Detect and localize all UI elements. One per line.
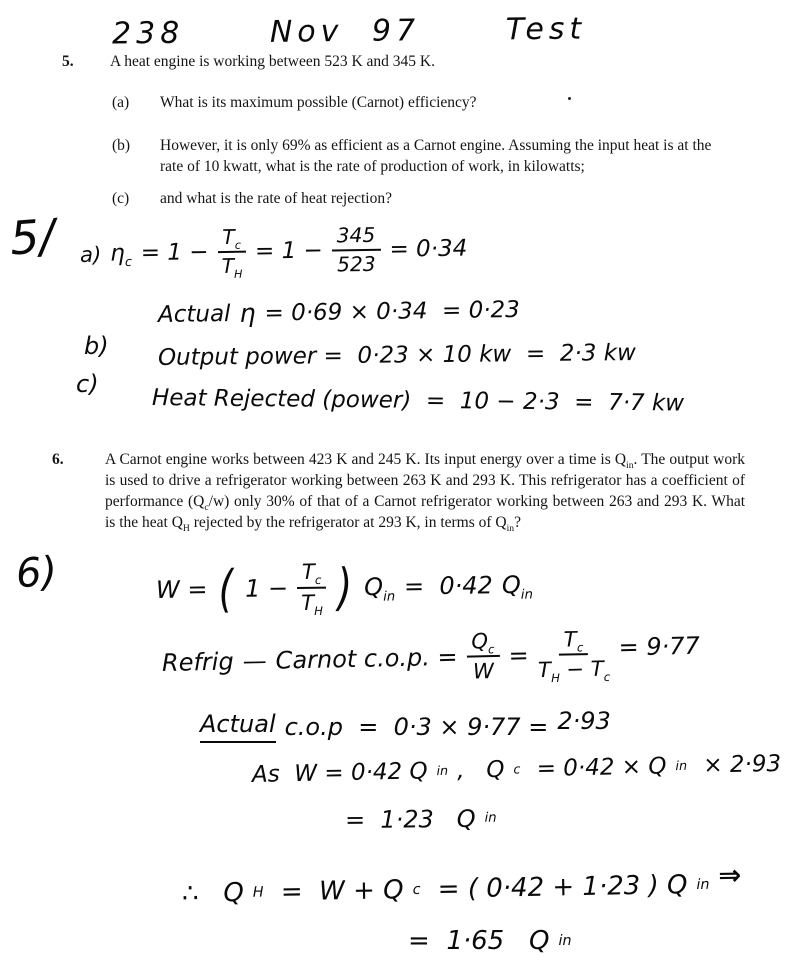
q6-run: /w) only 30% of that of a Carnot refrigerator working between 263 and 293 K. What is the heat Q xyxy=(105,493,745,531)
fraction-denominator xyxy=(300,588,324,618)
fraction-denominator: W xyxy=(472,658,495,684)
th-symbol: T xyxy=(300,589,315,615)
q6-run: rejected by the refrigerator at 293 K, in terms of Q xyxy=(189,514,507,531)
solution-5-actual-efficiency xyxy=(158,295,520,329)
output-power-equation: Output power = 0·23 × 10 kw = 2·3 kw xyxy=(157,339,636,371)
question-5c-label: (c) xyxy=(112,190,130,207)
q-subscript: in xyxy=(520,587,533,603)
w-result: = 0·42 xyxy=(403,570,494,601)
eta-symbol: η xyxy=(110,240,125,267)
actual-cop-equation: c.o.p = 0·3 × 9·77 = xyxy=(284,712,549,741)
tc-symbol: T xyxy=(222,224,235,250)
question-6-text xyxy=(105,449,745,533)
eta-c-symbol xyxy=(110,240,132,270)
th-subscript: H xyxy=(314,603,324,618)
tc-subscript: c xyxy=(576,640,584,655)
th-subscript: H xyxy=(234,268,243,282)
q-in-symbol xyxy=(501,570,533,603)
actual-cop-result: 2·93 xyxy=(557,706,611,735)
carnot-cop-label: Carnot c.o.p. = xyxy=(275,643,458,675)
scan-speck xyxy=(568,97,571,100)
solution-6-work-equation xyxy=(156,555,534,619)
tc-subscript: c xyxy=(603,670,611,685)
solution-6-actual-cop xyxy=(200,706,611,743)
q6-run: . The output work is used to drive a refrigerator working between 263 K and 293 K. This refrigerator has a coefficient of performance (Q xyxy=(105,451,745,510)
tc-symbol: T xyxy=(563,626,577,652)
sum-run: = ( 0·42 + 1·23 ) Q xyxy=(429,869,688,905)
qc-result-run: = 1·23 Q xyxy=(344,804,476,834)
fraction-tc-over-th-minus-tc xyxy=(537,626,611,686)
actual-word: Actual xyxy=(157,300,231,328)
fraction-345-over-523 xyxy=(331,224,380,277)
solution-6-qc-result xyxy=(345,805,497,834)
th-symbol: T xyxy=(221,254,235,279)
q6-run: ? xyxy=(514,514,521,531)
sol5a-equals-one-minus: = 1 − xyxy=(140,239,209,267)
question-5b-label: (b) xyxy=(112,137,131,154)
qc-symbol: Q xyxy=(471,628,489,654)
q6-sub-in: in xyxy=(626,460,634,472)
refrig-word: Refrig xyxy=(161,647,234,678)
th-symbol: T xyxy=(537,657,552,683)
dash: — xyxy=(242,647,267,676)
open-paren: ( xyxy=(218,558,235,619)
tc-symbol: T xyxy=(301,559,316,585)
q6-sub-c: c xyxy=(204,502,209,514)
fraction-numerator: 345 xyxy=(331,224,380,252)
question-5-intro: A heat engine is working between 523 K and 345 K. xyxy=(110,53,436,70)
cop-result: = 9·77 xyxy=(618,632,701,662)
question-5c-text: and what is the rate of heat rejection? xyxy=(160,190,392,207)
solution-5a-equation xyxy=(80,223,468,281)
minus-tc: − T xyxy=(559,656,604,682)
w-plus-qc-run: = W + Q xyxy=(272,874,404,907)
actual-word-underlined: Actual xyxy=(200,710,276,743)
q-symbol: Q xyxy=(363,572,384,601)
heat-rejected-equation: Heat Rejected (power) = 10 − 2·3 = 7·7 kw xyxy=(151,385,685,417)
q-subscript: in xyxy=(383,588,396,605)
th-subscript: H xyxy=(550,671,560,686)
q6-sub-in: in xyxy=(506,523,515,535)
q6-sub-h: H xyxy=(182,523,190,535)
fraction-denominator xyxy=(221,253,243,282)
sol5a-equals-one-minus-2: = 1 − xyxy=(254,237,324,265)
qh-result-run: = 1·65 Q xyxy=(408,926,550,956)
eta-symbol: η xyxy=(239,298,256,328)
question-6-number: 6. xyxy=(52,451,64,468)
tc-subscript: c xyxy=(314,573,322,588)
w-equals: W = xyxy=(155,574,208,604)
close-paren: ) xyxy=(337,557,354,617)
equals-sign: = xyxy=(508,641,530,671)
question-5a-text: What is its maximum possible (Carnot) efficiency? xyxy=(160,94,477,111)
solution-5b-label: b) xyxy=(84,332,109,360)
solution-6-qc-equation xyxy=(252,751,782,788)
solution-5c-label: c) xyxy=(76,370,99,398)
fraction-qc-over-w xyxy=(466,629,500,684)
question-5-number: 5. xyxy=(62,53,74,70)
tc-subscript: c xyxy=(234,238,242,252)
times-run: × 2·93 xyxy=(695,750,782,779)
question-5a-label: (a) xyxy=(112,94,130,111)
solution-5b-equation xyxy=(158,340,636,371)
fraction-numerator xyxy=(217,226,246,254)
solution-5c-equation xyxy=(152,385,684,417)
q6-run: A Carnot engine works between 423 K and 245 K. Its input energy over a time is Q xyxy=(105,451,627,468)
fraction-numerator xyxy=(466,629,500,658)
as-w-run: As W = 0·42 Q xyxy=(251,758,428,788)
question-5b-text: However, it is only 69% as efficient as a Carnot engine. Assuming the input heat is at the rate of 10 kwatt, what is the rate of production of work, in kilowatts; xyxy=(160,137,712,175)
fraction-tc-over-th xyxy=(297,559,327,618)
handwritten-course-header: 238 Nov 97 Test xyxy=(111,11,587,52)
fraction-numerator xyxy=(559,627,589,656)
solution-6-label: 6) xyxy=(14,548,59,598)
eta-subscript: c xyxy=(124,254,132,270)
q-in-symbol xyxy=(363,572,396,605)
fraction-numerator xyxy=(297,560,327,589)
qc-subscript: c xyxy=(487,642,495,657)
solution-5-label: 5/ xyxy=(8,208,57,266)
solution-6-cop-equation xyxy=(161,625,700,691)
therefore-qh-run: ∴ Q xyxy=(181,877,245,909)
solution-6-final-answer: = 1·65 Q in xyxy=(408,926,572,956)
qc-value-run: = 0·42 × Q xyxy=(529,753,667,783)
implies-arrow: ⇒ xyxy=(718,860,742,892)
actual-efficiency-value: = 0·69 × 0·34 = 0·23 xyxy=(264,296,520,327)
fraction-tc-over-th xyxy=(217,224,246,282)
one-minus: 1 − xyxy=(244,573,289,603)
fraction-denominator xyxy=(537,655,611,686)
solution-6-qh-equation xyxy=(181,860,742,909)
sol5a-result: = 0·34 xyxy=(389,235,468,263)
qc-run: , Q xyxy=(456,756,505,784)
fraction-denominator: 523 xyxy=(336,252,376,277)
q-symbol: Q xyxy=(501,570,521,599)
sol5a-part-label: a) xyxy=(79,241,102,267)
